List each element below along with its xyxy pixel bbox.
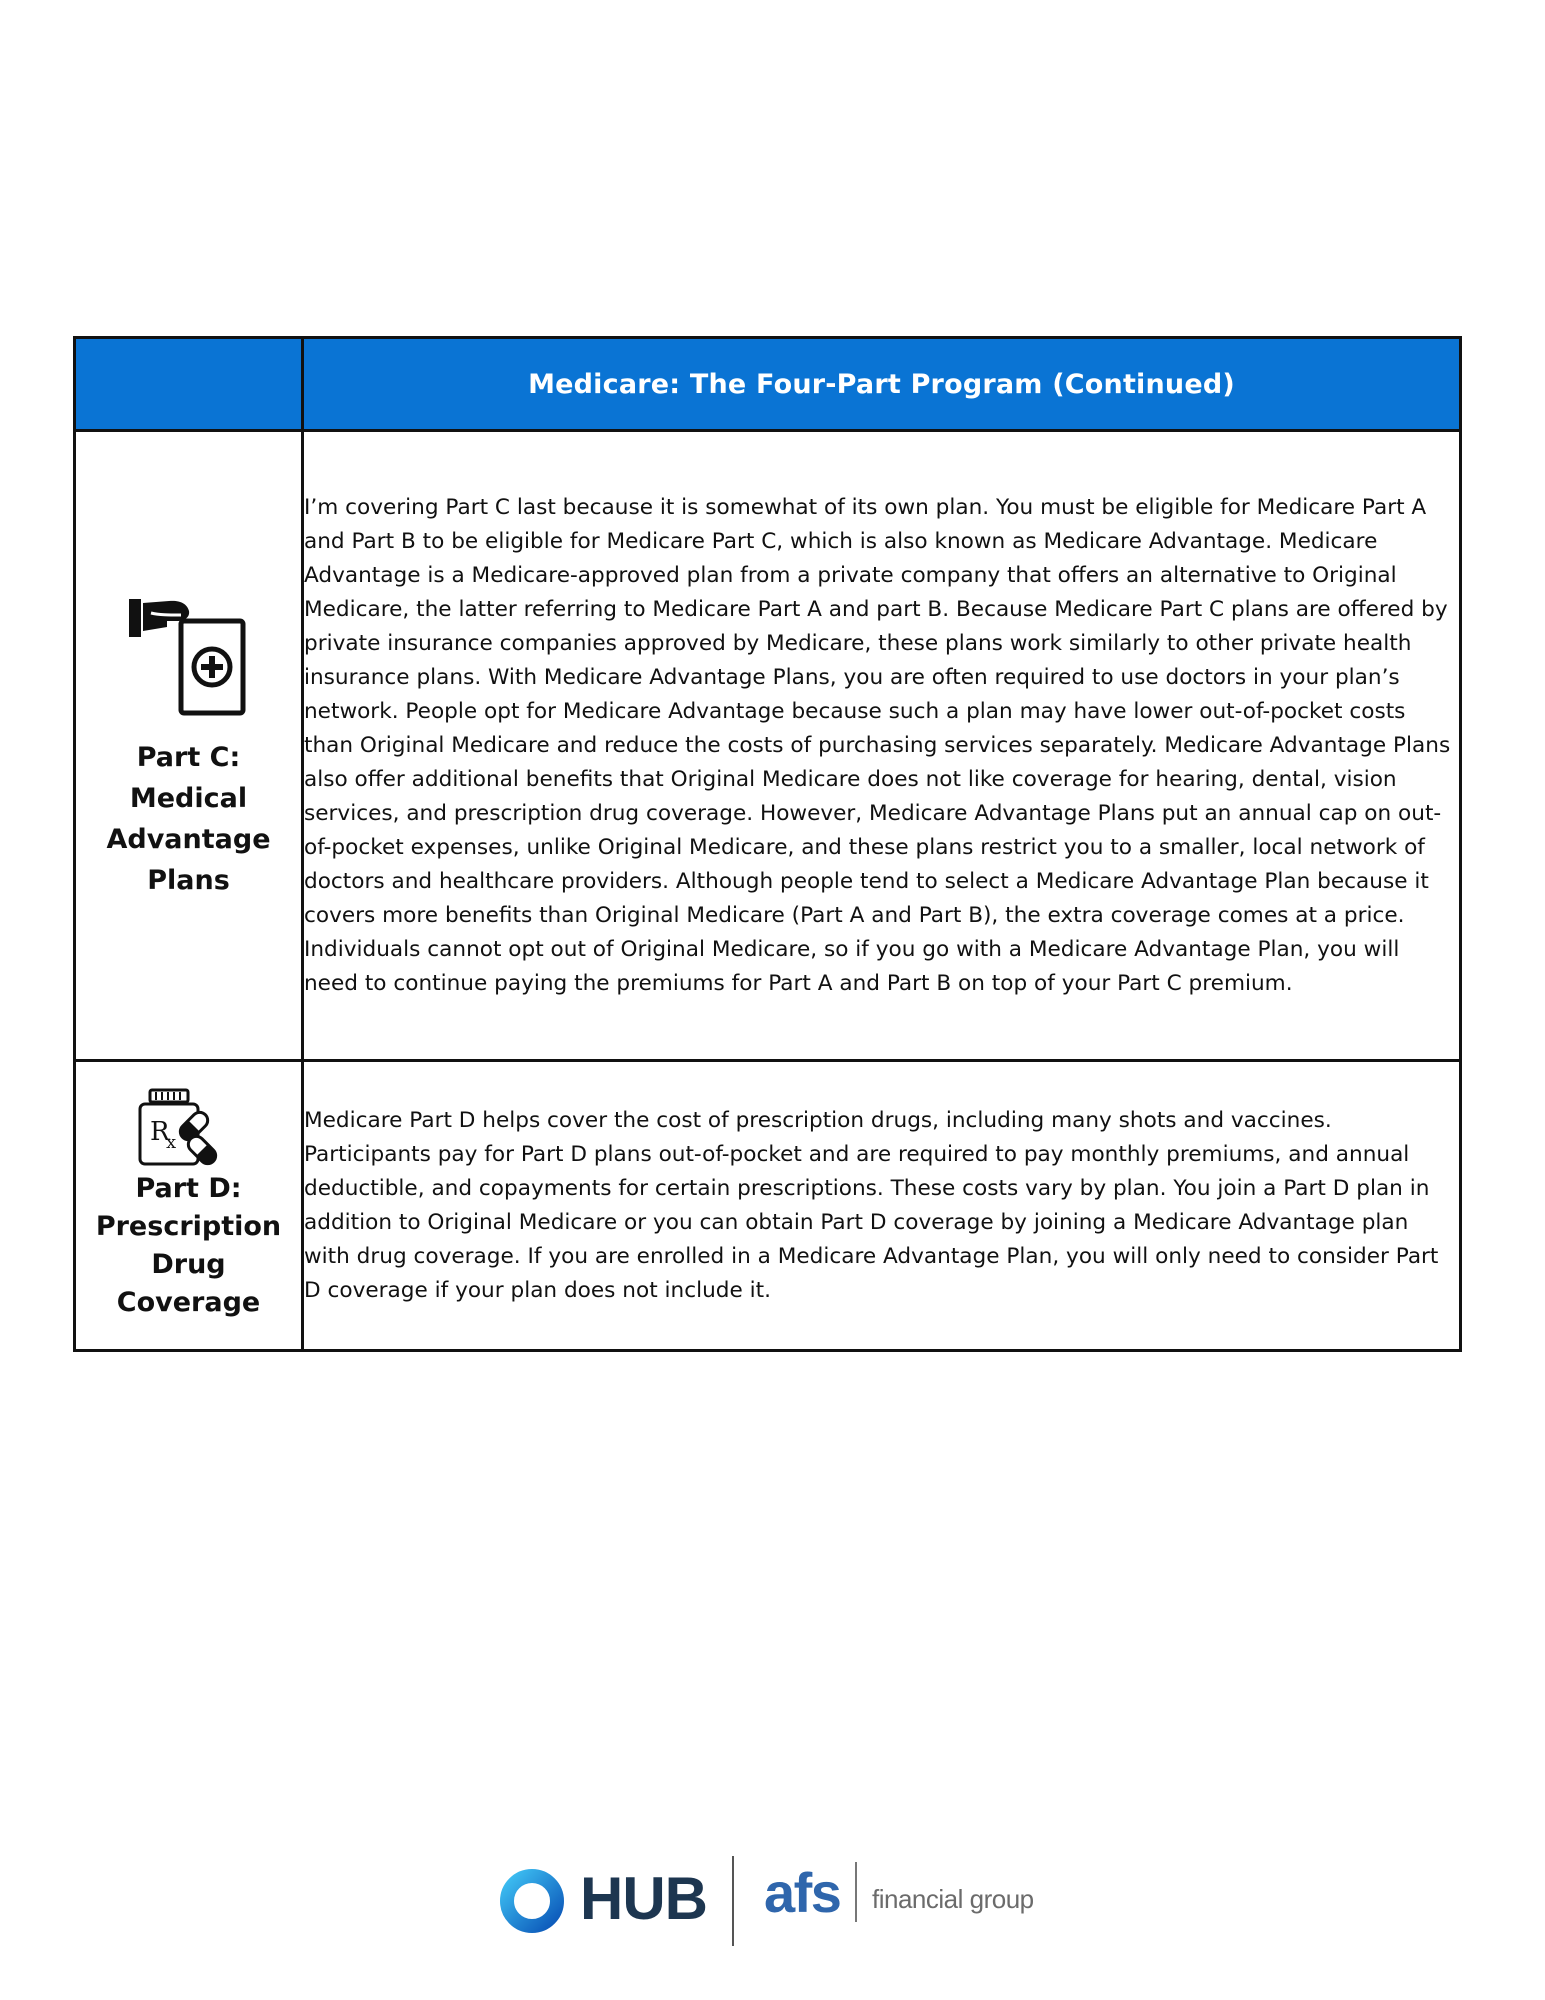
- part-c-label-cell: [75, 431, 303, 1061]
- hub-logo-text: HUB: [580, 1865, 707, 1932]
- hub-logo-ring-icon: [498, 1867, 566, 1935]
- prescription-bottle-pills-icon: [136, 1088, 220, 1168]
- header-empty-cell: [75, 338, 303, 431]
- medicare-table: [73, 336, 1462, 1352]
- table-title: Medicare: The Four-Part Program (Continued): [303, 338, 1461, 431]
- hand-holding-medical-card-icon: [129, 591, 249, 721]
- svg-text:x: x: [166, 1132, 177, 1153]
- afs-tagline: financial group: [872, 1884, 1034, 1914]
- table-row-part-c: [75, 431, 1461, 1061]
- part-c-label: Part C: Medical Advantage Plans: [106, 741, 271, 896]
- svg-text:R: R: [150, 1117, 170, 1147]
- logo-divider: [732, 1856, 734, 1946]
- part-c-description: I’m covering Part C last because it is somewhat of its own plan. You must be eligible for Medicare Part A and Part B to be eligible for Medicare Part C, which is also known as Medicare Advantage. Medicare Advantage is a Medicare-approved plan from a private company that offers an alternative to Original Medicare, the latter referring to Medicare Part A and part B. Because Medicare Part C plans are offered by private insurance companies approved by Medicare, these plans work similarly to other private health insurance plans. With Medicare Advantage Plans, you are often required to use doctors in your plan’s network. People opt for Medicare Advantage because such a plan may have lower out-of-pocket costs than Original Medicare and reduce the costs of purchasing services separately. Medicare Advantage Plans also offer additional benefits that Original Medicare does not like coverage for hearing, dental, vision services, and prescription drug coverage. However, Medicare Advantage Plans put an annual cap on out-of-pocket expenses, unlike Original Medicare, and these plans restrict you to a smaller, local network of doctors and healthcare providers. Although people tend to select a Medicare Advantage Plan because it covers more benefits than Original Medicare (Part A and Part B), the extra coverage comes at a price. Individuals cannot opt out of Original Medicare, so if you go with a Medicare Advantage Plan, you will need to continue paying the premiums for Part A and Part B on top of your Part C premium.: [303, 431, 1461, 1061]
- part-d-description: Medicare Part D helps cover the cost of prescription drugs, including many shots and vaccines. Participants pay for Part D plans out-of-pocket and are required to pay monthly premiums, and annual deductible, and copayments for certain prescriptions. These costs vary by plan. You join a Part D plan in addition to Original Medicare or you can obtain Part D coverage by joining a Medicare Advantage plan with drug coverage. If you are enrolled in a Medicare Advantage Plan, you will only need to consider Part D coverage if your plan does not include it.: [303, 1061, 1461, 1351]
- table-header-row: [75, 338, 1461, 431]
- table-row-part-d: [75, 1061, 1461, 1351]
- afs-divider: [855, 1862, 857, 1922]
- part-d-label: Part D: Prescription Drug Coverage: [95, 1173, 282, 1318]
- part-d-label-cell: [75, 1061, 303, 1351]
- afs-logo-text: afs: [764, 1861, 841, 1924]
- footer-logos: [0, 1856, 1545, 1956]
